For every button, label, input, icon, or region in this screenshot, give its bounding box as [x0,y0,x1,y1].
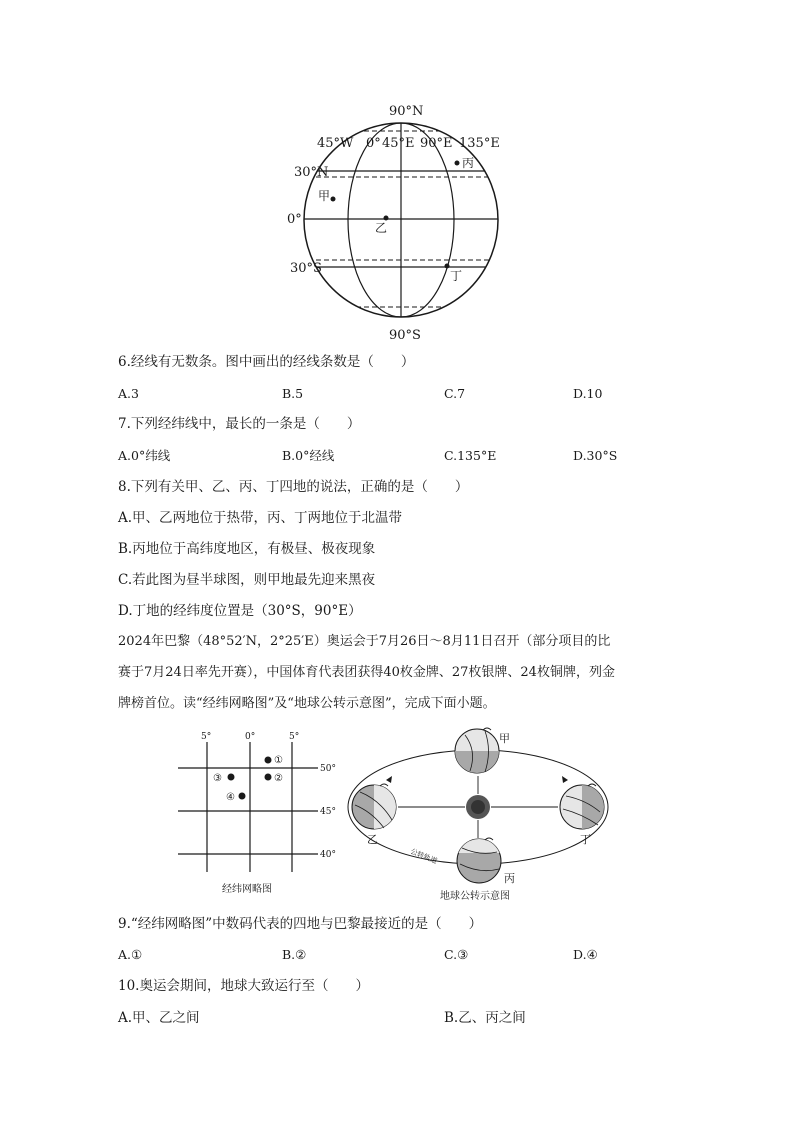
globe-figure [280,98,520,344]
q7-option-a: A.0°纬线 [118,448,171,463]
grid-point-4-dot [239,793,246,800]
label-45e: 45°E [382,136,415,151]
q8-option-c: C.若此图为昼半球图，则甲地最先迎来黑夜 [118,572,376,588]
label-30n: 30°N [294,165,329,180]
q9-stem: 9.“经纬网略图”中数码代表的四地与巴黎最接近的是（ ） [118,916,483,932]
label-90n: 90°N [389,104,424,119]
grid-label-p1: ① [274,755,283,766]
passage-line-3: 牌榜首位。读“经纬网略图”及“地球公转示意图”，完成下面小题。 [118,696,496,711]
q6-stem: 6.经线有无数条。图中画出的经线条数是（ ） [118,354,415,370]
earth-yi [352,785,396,829]
orbit-map-caption: 地球公转示意图 [440,891,510,902]
q9-option-a: A.① [118,947,143,962]
grid-label-lon-0: 0° [245,732,256,742]
q7-stem: 7.下列经纬线中，最长的一条是（ ） [118,416,361,432]
q7-option-d: D.30°S [573,448,618,463]
q8-option-a: A.甲、乙两地位于热带，丙、丁两地位于北温带 [118,510,403,526]
label-90e: 90°E [420,136,453,151]
grid-label-p2: ② [274,773,283,784]
q9-option-b: B.② [282,947,307,962]
label-30s: 30°S [290,261,322,276]
passage-line-1: 2024年巴黎（48°52′N，2°25′E）奥运会于7月26日～8月11日召开（部分项目的比 [118,634,611,649]
grid-label-lon-5e: 5° [289,732,300,742]
q7-option-b: B.0°经线 [282,448,335,463]
grid-label-p4: ④ [226,792,235,803]
q6-option-b: B.5 [282,386,304,401]
grid-point-3-dot [228,774,235,781]
point-yi-dot [384,216,389,221]
orbit-label-bing: 丙 [504,872,515,885]
q10-option-a: A.甲、乙之间 [118,1010,200,1026]
earth-bing [457,839,501,883]
grid-point-2-dot [265,774,272,781]
orbit-label-yi: 乙 [367,833,378,846]
label-lon-0: 0° [366,136,381,151]
q6-option-a: A.3 [118,386,139,401]
label-point-ding: 丁 [450,269,463,283]
q9-option-c: C.③ [444,947,469,962]
grid-label-lat-40: 40° [320,850,336,860]
label-point-bing: 丙 [462,156,475,170]
q8-option-b: B.丙地位于高纬度地区，有极昼、极夜现象 [118,541,376,557]
orbit-label-jia: 甲 [499,732,510,745]
label-135e: 135°E [459,136,500,151]
label-point-yi: 乙 [375,221,388,235]
earth-ding [560,785,604,829]
orbit-label-ding: 丁 [580,833,591,846]
grid-map-caption: 经纬网略图 [222,884,272,895]
earth-jia [455,729,499,773]
grid-point-1-dot [265,757,272,764]
label-45w: 45°W [317,136,354,151]
q9-option-d: D.④ [573,947,598,962]
point-ding-dot [445,264,450,269]
orbit-figure [345,726,615,906]
grid-label-lat-50: 50° [320,764,336,774]
q10-option-b: B.乙、丙之间 [444,1010,526,1026]
passage-line-2: 赛于7月24日率先开赛），中国体育代表团获得40枚金牌、27枚银牌、24枚铜牌，列金 [118,665,615,680]
label-90s: 90°S [389,328,421,343]
grid-label-lon-5w: 5° [201,732,212,742]
grid-map-figure [170,726,345,901]
q6-option-d: D.10 [573,386,603,401]
q10-stem: 10.奥运会期间，地球大致运行至（ ） [118,978,369,994]
label-lat-0: 0° [287,212,302,227]
q8-stem: 8.下列有关甲、乙、丙、丁四地的说法，正确的是（ ） [118,479,469,495]
point-bing-dot [455,161,460,166]
orbit-track-label: 公转轨道 [409,847,439,866]
q6-option-c: C.7 [444,386,466,401]
q8-option-d: D.丁地的经纬度位置是（30°S，90°E） [118,603,362,619]
q7-option-c: C.135°E [444,448,497,463]
grid-label-lat-45: 45° [320,807,336,817]
point-jia-dot [331,197,336,202]
label-point-jia: 甲 [318,189,331,203]
grid-label-p3: ③ [213,773,222,784]
